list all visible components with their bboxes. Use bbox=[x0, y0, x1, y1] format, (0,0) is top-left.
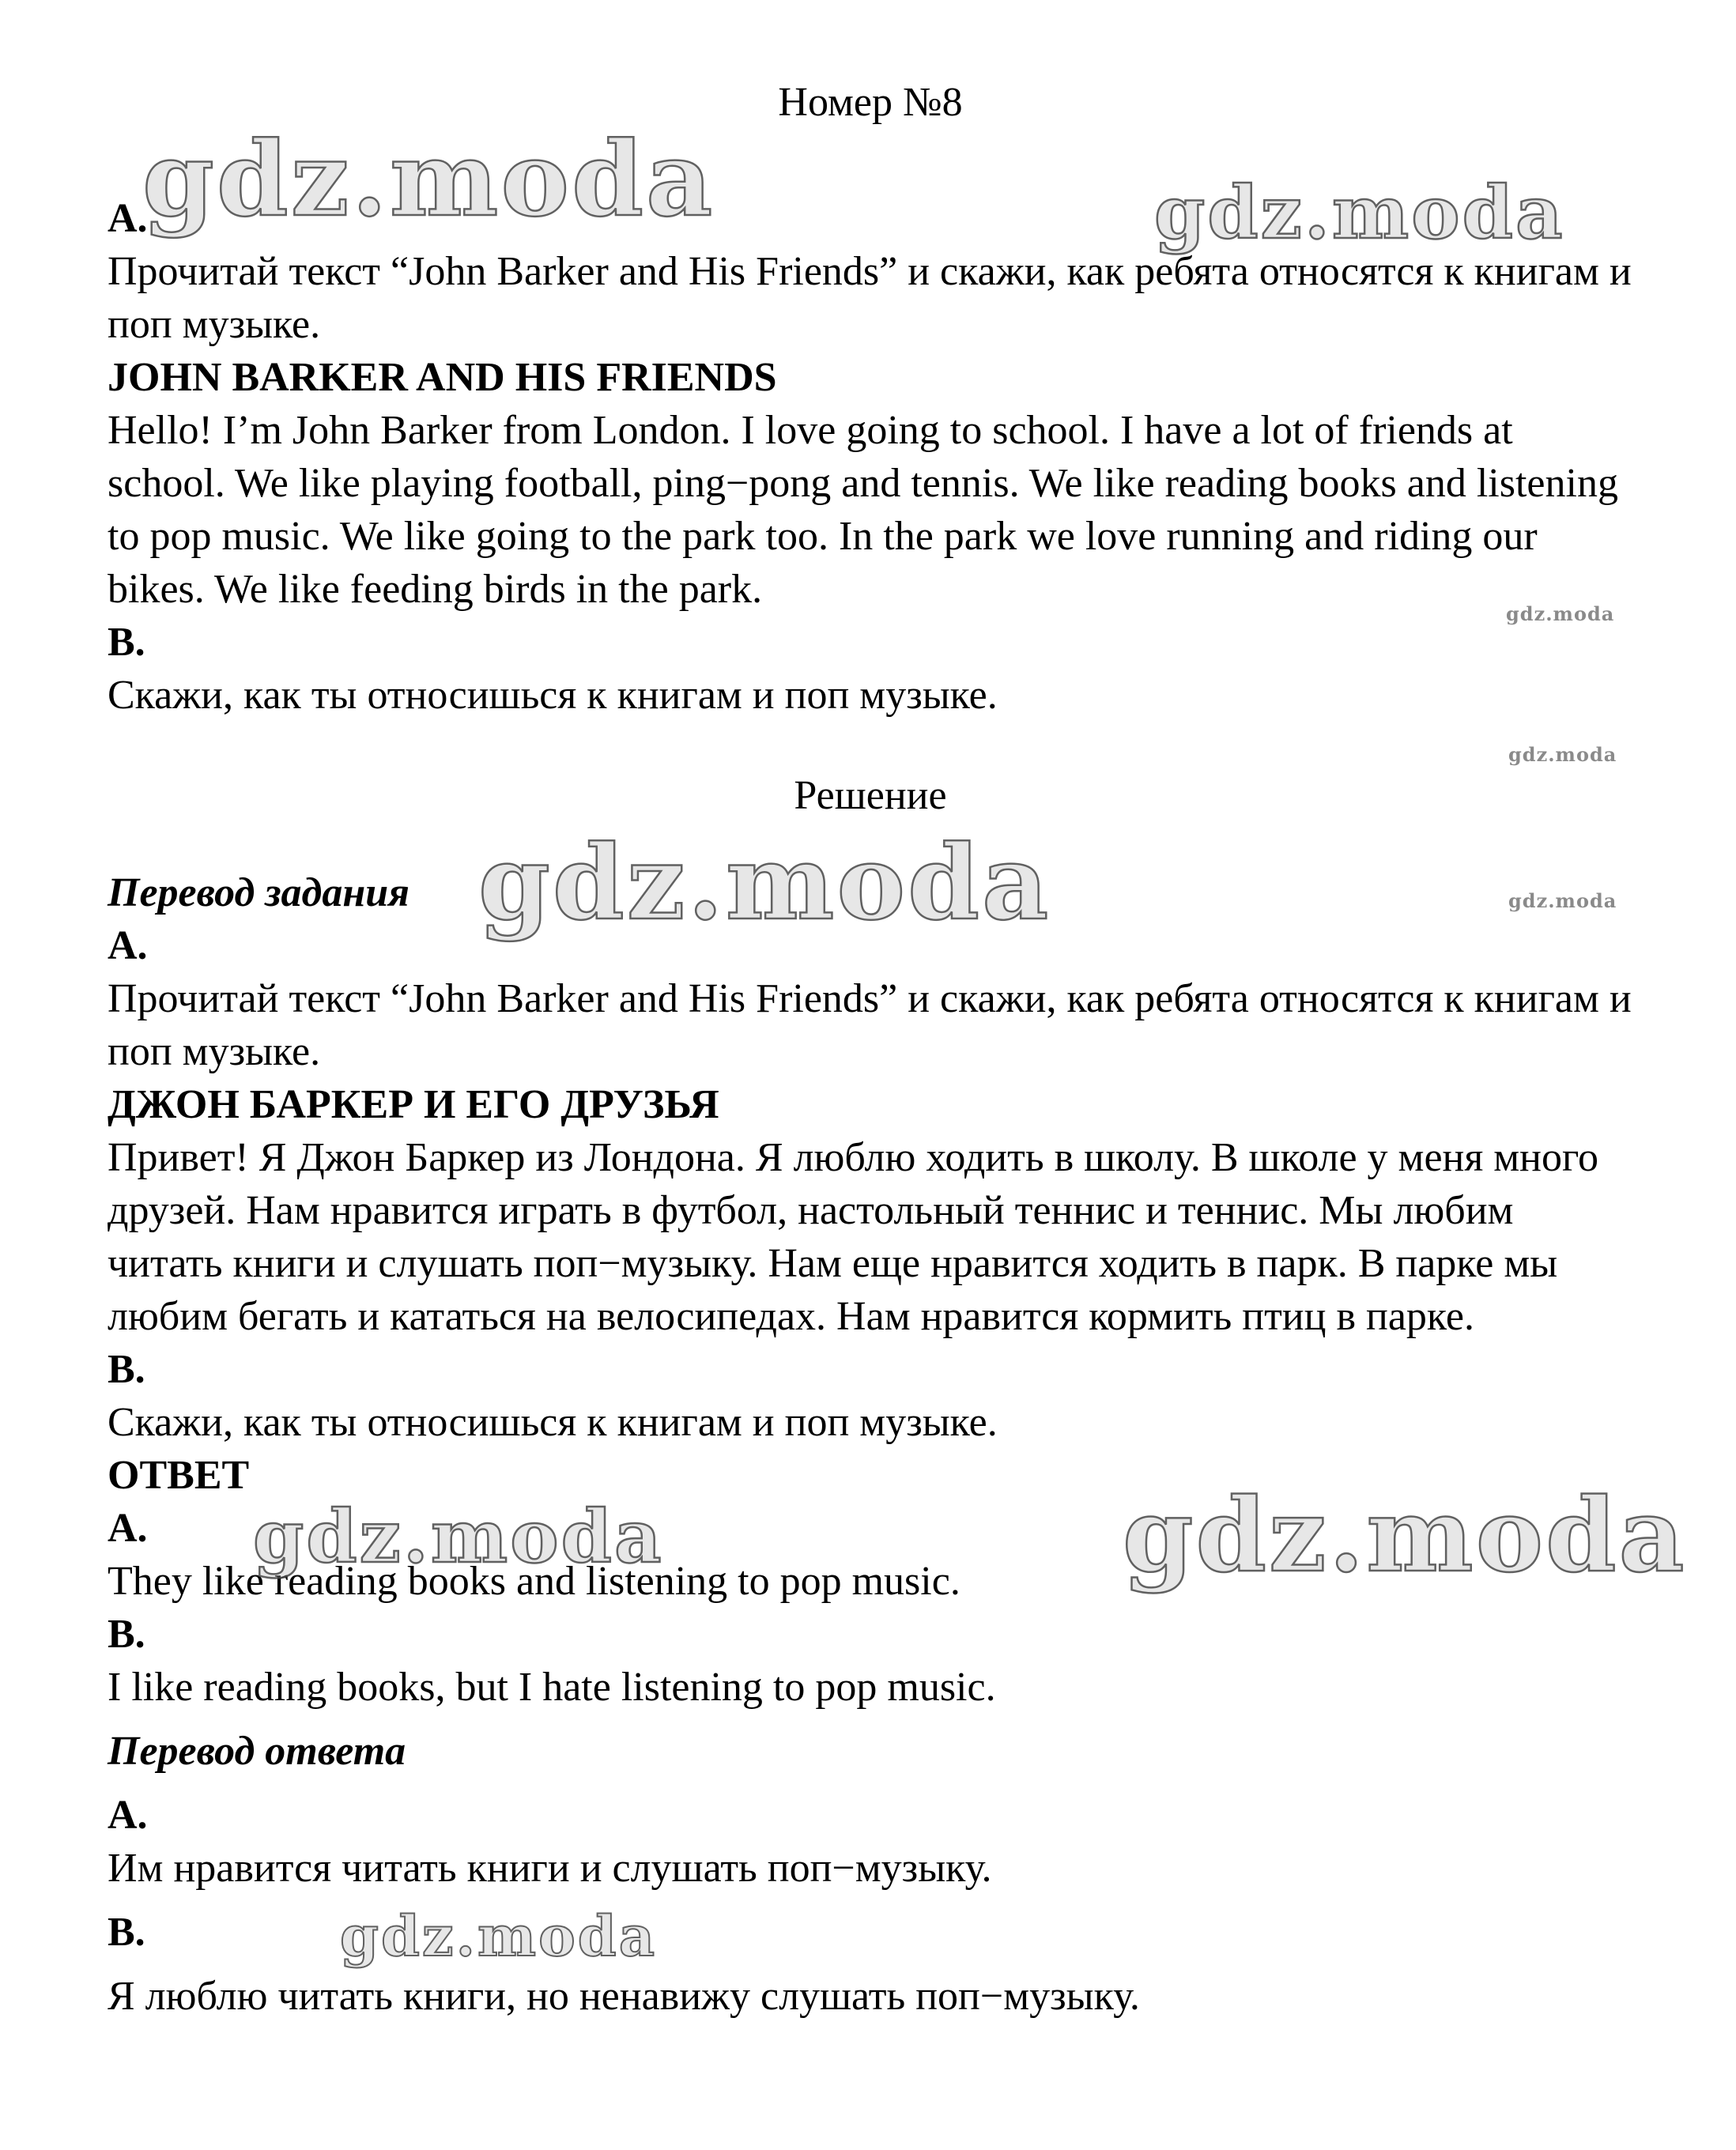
translation-b-label: B. bbox=[108, 1347, 145, 1392]
answer-b-text: I like reading books, but I hate listening to pop music. bbox=[108, 1665, 996, 1710]
translation-a-text: Прочитай текст “John Barker and His Friends” и скажи, как ребята относятся к книгам и поп музыке. bbox=[108, 976, 1632, 1074]
answer-b-label: B. bbox=[108, 1612, 145, 1657]
watermark-middle: gdz.moda bbox=[478, 822, 1051, 943]
task-b-text: Скажи, как ты относишься к книгам и поп музыке. bbox=[108, 673, 998, 718]
watermark-answer-left: gdz.moda bbox=[253, 1494, 664, 1579]
answer-translation-heading: Перевод ответа bbox=[108, 1729, 406, 1774]
watermark-small-right-3: gdz.moda bbox=[1508, 889, 1617, 912]
story-text-en: Hello! I’m John Barker from London. I love going to school. I have a lot of friends at school. We like playing football, ping−pong and tennis. We like reading books and listening to pop music. We like going to the park too. In the park we love running and riding our bikes. We like feeding birds in the park. bbox=[108, 408, 1618, 612]
watermark-small-right-2: gdz.moda bbox=[1508, 743, 1617, 766]
task-b-label: B. bbox=[108, 620, 145, 665]
watermark-bottom: gdz.moda bbox=[340, 1903, 658, 1969]
answer-translation-b-text: Я люблю читать книги, но ненавижу слушать поп−музыку. bbox=[108, 1974, 1140, 2019]
watermark-top-left: gdz.moda bbox=[142, 119, 715, 240]
page-title: Номер №8 bbox=[778, 80, 963, 125]
translation-heading: Перевод задания bbox=[108, 870, 409, 915]
answer-translation-a-label: A. bbox=[108, 1793, 148, 1838]
story-title-ru: ДЖОН БАРКЕР И ЕГО ДРУЗЬЯ bbox=[108, 1082, 719, 1127]
answer-heading: ОТВЕТ bbox=[108, 1453, 250, 1498]
answer-translation-a-text: Им нравится читать книги и слушать поп−музыку. bbox=[108, 1846, 992, 1891]
watermark-answer-right: gdz.moda bbox=[1123, 1477, 1687, 1595]
watermark-top-right: gdz.moda bbox=[1154, 170, 1565, 255]
translation-a-label: A. bbox=[108, 923, 148, 968]
story-text-ru: Привет! Я Джон Баркер из Лондона. Я люблю ходить в школу. В школе у меня много друзей. Нам нравится играть в футбол, настольный теннис и теннис. Мы любим читать книги и слушать поп−музыку. Нам еще нравится ходить в парк. В парке мы любим бегать и кататься на велосипедах. Нам нравится кормить птиц в парке. bbox=[108, 1135, 1599, 1339]
task-a-label: A. bbox=[108, 196, 148, 241]
watermark-small-right-1: gdz.moda bbox=[1506, 602, 1615, 625]
story-title-en: JOHN BARKER AND HIS FRIENDS bbox=[108, 355, 777, 400]
solution-heading: Решение bbox=[794, 773, 947, 818]
task-a-text: Прочитай текст “John Barker and His Friends” и скажи, как ребята относятся к книгам и поп музыке. bbox=[108, 249, 1632, 347]
answer-a-label: A. bbox=[108, 1506, 148, 1551]
answer-a-text: They like reading books and listening to pop music. bbox=[108, 1559, 960, 1604]
answer-translation-b-label: B. bbox=[108, 1910, 145, 1955]
translation-b-text: Скажи, как ты относишься к книгам и поп музыке. bbox=[108, 1400, 998, 1445]
